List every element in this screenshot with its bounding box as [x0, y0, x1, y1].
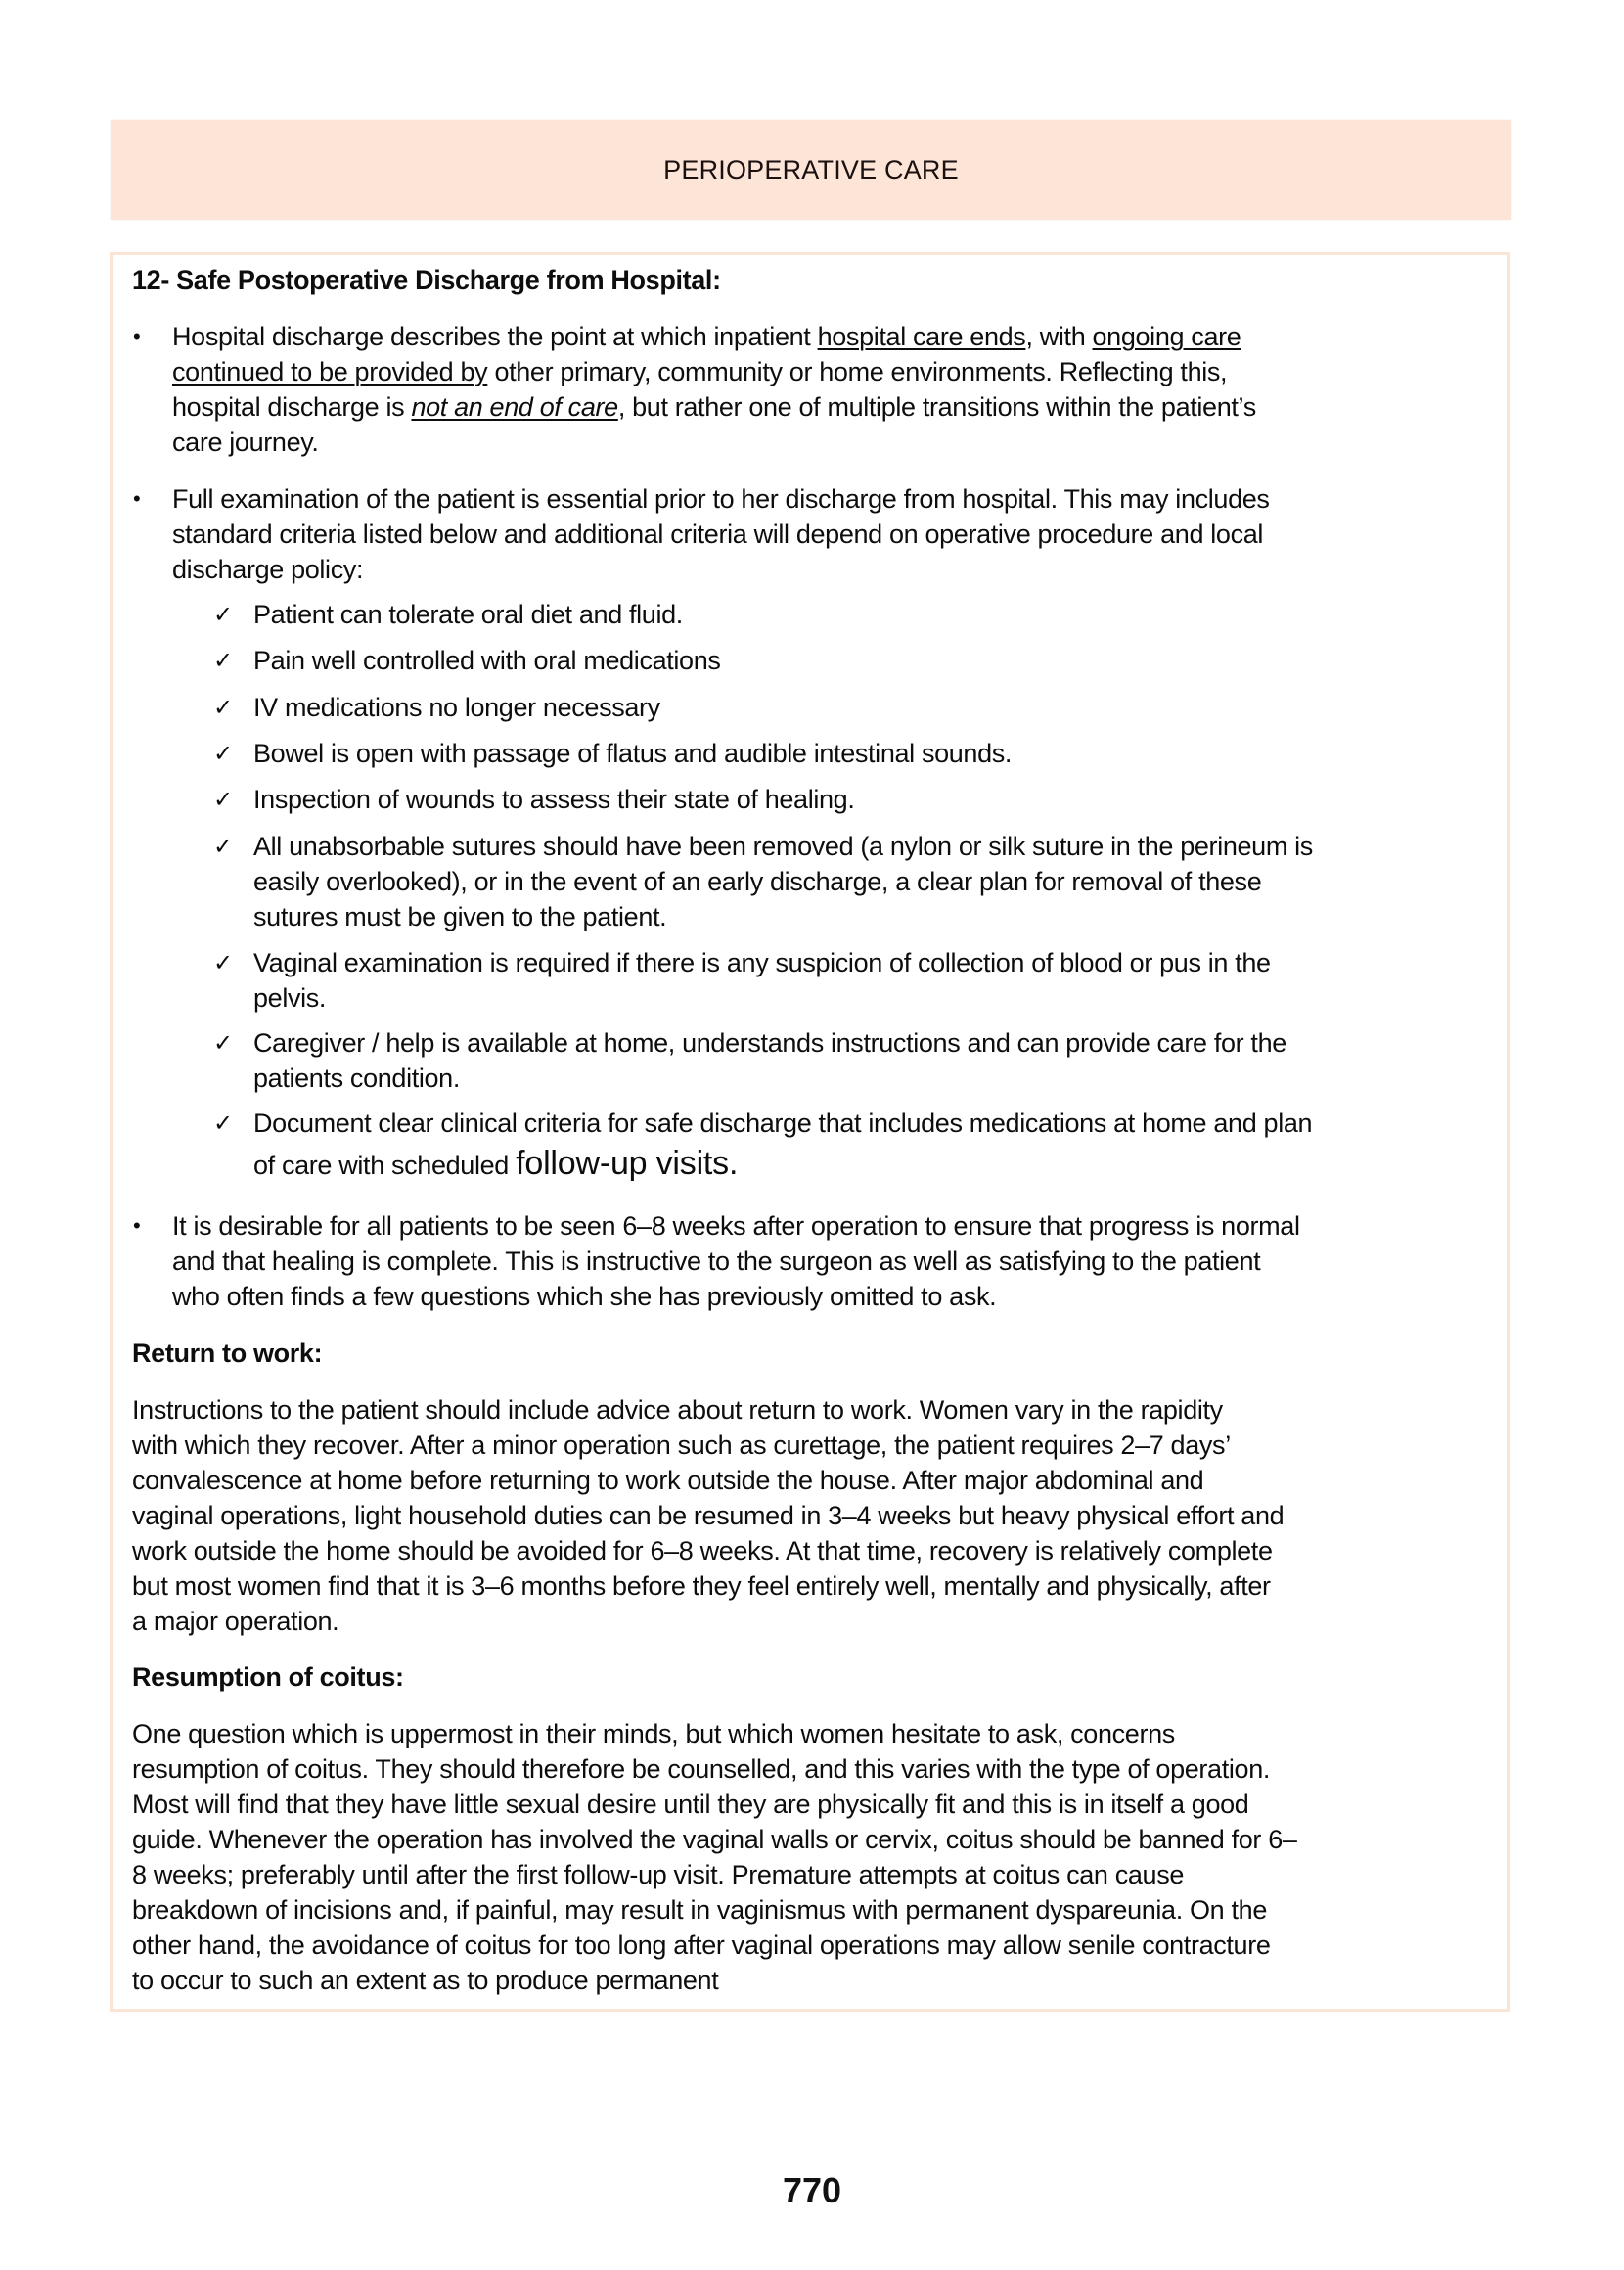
text-run: Pain well controlled with oral medications — [253, 646, 721, 675]
checklist-item-line — [253, 690, 660, 725]
resumption-paragraph-line: other hand, the avoidance of coitus for too long after vaginal operations may allow senile contracture — [132, 1930, 1271, 1960]
text-run: , with — [1025, 322, 1093, 351]
bullet-text-line — [172, 354, 1227, 389]
checklist-item-line — [253, 899, 666, 934]
underlined-emphasis: continued to be provided by — [172, 357, 488, 386]
bullet-text-line — [172, 517, 1263, 552]
checkmark-icon: ✓ — [213, 1110, 234, 1137]
text-run: other primary, community or home environments. Reflecting this, — [487, 357, 1228, 386]
checklist-item-line — [253, 597, 683, 632]
enlarged-text: follow-up visits. — [516, 1145, 739, 1182]
checkmark-icon: ✓ — [213, 694, 234, 721]
text-run: of care with scheduled — [253, 1151, 517, 1180]
return-to-work-paragraph-line: work outside the home should be avoided for 6–8 weeks. At that time, recovery is relatively complete — [132, 1536, 1273, 1566]
text-run: sutures must be given to the patient. — [253, 902, 667, 931]
bullet-text-line — [172, 319, 1241, 354]
text-run: Full examination of the patient is essential prior to her discharge from hospital. This may includes — [172, 484, 1270, 514]
text-run: Caregiver / help is available at home, understands instructions and can provide care for the — [253, 1028, 1286, 1058]
chapter-title: PERIOPERATIVE CARE — [663, 156, 959, 185]
checkmark-icon: ✓ — [213, 833, 234, 860]
checklist-item-line — [253, 1025, 1286, 1061]
checkmark-icon: ✓ — [213, 1029, 234, 1057]
checkmark-icon: ✓ — [213, 647, 234, 674]
text-run: All unabsorbable sutures should have been removed (a nylon or silk suture in the perineum is — [253, 832, 1313, 861]
bullet-icon: • — [133, 324, 141, 348]
text-run: patients condition. — [253, 1064, 460, 1093]
return-to-work-heading: Return to work: — [132, 1339, 323, 1368]
checklist-item-line — [253, 736, 1012, 771]
text-run: Bowel is open with passage of flatus and audible intestinal sounds. — [253, 739, 1013, 768]
checklist-item-line — [253, 782, 854, 817]
return-to-work-paragraph-line: convalescence at home before returning to work outside the house. After major abdominal and — [132, 1466, 1204, 1495]
text-run: Document clear clinical criteria for safe discharge that includes medications at home and plan — [253, 1109, 1313, 1138]
resumption-paragraph-line: resumption of coitus. They should therefore be counselled, and this varies with the type of operation. — [132, 1754, 1271, 1784]
text-run: Hospital discharge describes the point at which inpatient — [172, 322, 818, 351]
text-run: Patient can tolerate oral diet and fluid. — [253, 600, 683, 629]
bullet-text-line — [172, 552, 363, 587]
return-to-work-paragraph-line: with which they recover. After a minor operation such as curettage, the patient requires 2–7 days’ — [132, 1430, 1231, 1460]
bullet-text-line — [172, 481, 1270, 517]
underlined-emphasis: not an end of care — [411, 392, 618, 422]
resumption-paragraph-line: Most will find that they have little sexual desire until they are physically fit and this is in itself a good — [132, 1790, 1249, 1819]
resumption-of-coitus-heading: Resumption of coitus: — [132, 1662, 404, 1692]
return-to-work-paragraph-line: vaginal operations, light household duties can be resumed in 3–4 weeks but heavy physical effort and — [132, 1501, 1285, 1530]
text-run: standard criteria listed below and additional criteria will depend on operative procedure and local — [172, 520, 1264, 549]
text-run: It is desirable for all patients to be seen 6–8 weeks after operation to ensure that progress is normal — [172, 1211, 1300, 1241]
text-run: Inspection of wounds to assess their state of healing. — [253, 785, 855, 814]
checkmark-icon: ✓ — [213, 601, 234, 628]
return-to-work-paragraph-line: a major operation. — [132, 1607, 339, 1636]
checkmark-icon: ✓ — [213, 949, 234, 976]
checklist-item-line — [253, 864, 1261, 899]
text-run: IV medications no longer necessary — [253, 693, 660, 722]
underlined-emphasis: ongoing care — [1092, 322, 1241, 351]
checklist-item-line — [253, 643, 721, 678]
bullet-text-line — [172, 1279, 996, 1314]
checklist-item-line — [253, 1146, 738, 1181]
text-run: , but rather one of multiple transitions within the patient’s — [617, 392, 1256, 422]
text-run: discharge policy: — [172, 555, 364, 584]
checkmark-icon: ✓ — [213, 740, 234, 767]
text-run: Vaginal examination is required if there is any suspicion of collection of blood or pus in the — [253, 948, 1271, 977]
bullet-text-line — [172, 1208, 1300, 1244]
page-number: 770 — [782, 2170, 842, 2210]
return-to-work-paragraph-line: Instructions to the patient should include advice about return to work. Women vary in the rapidity — [132, 1395, 1223, 1425]
text-run: pelvis. — [253, 983, 327, 1013]
bullet-text-line — [172, 389, 1256, 425]
bullet-icon: • — [133, 486, 141, 511]
bullet-text-line — [172, 425, 319, 460]
checklist-item-line — [253, 980, 326, 1016]
resumption-paragraph-line: 8 weeks; preferably until after the first follow-up visit. Premature attempts at coitus can cause — [132, 1860, 1185, 1889]
section-heading: 12- Safe Postoperative Discharge from Hospital: — [132, 265, 721, 295]
text-run: care journey. — [172, 428, 319, 457]
resumption-paragraph-line: One question which is uppermost in their minds, but which women hesitate to ask, concerns — [132, 1719, 1175, 1748]
checklist-item-line — [253, 1061, 460, 1096]
return-to-work-paragraph-line: but most women find that it is 3–6 months before they feel entirely well, mentally and physically, after — [132, 1571, 1271, 1601]
text-run: easily overlooked), or in the event of an early discharge, a clear plan for removal of these — [253, 867, 1262, 896]
text-run: hospital discharge is — [172, 392, 412, 422]
resumption-paragraph-line: to occur to such an extent as to produce permanent — [132, 1966, 719, 1995]
bullet-icon: • — [133, 1213, 141, 1238]
resumption-paragraph-line: guide. Whenever the operation has involved the vaginal walls or cervix, coitus should be banned for 6– — [132, 1825, 1297, 1854]
chapter-header-band — [111, 120, 1511, 220]
checkmark-icon: ✓ — [213, 786, 234, 813]
text-run: who often finds a few questions which she has previously omitted to ask. — [172, 1282, 997, 1311]
bullet-text-line — [172, 1244, 1260, 1279]
text-run: and that healing is complete. This is instructive to the surgeon as well as satisfying to the patient — [172, 1247, 1261, 1276]
underlined-emphasis: hospital care ends — [817, 322, 1026, 351]
checklist-item-line — [253, 829, 1313, 864]
checklist-item-line — [253, 945, 1271, 980]
checklist-item-line — [253, 1106, 1312, 1141]
resumption-paragraph-line: breakdown of incisions and, if painful, may result in vaginismus with permanent dyspareunia. On the — [132, 1895, 1267, 1925]
